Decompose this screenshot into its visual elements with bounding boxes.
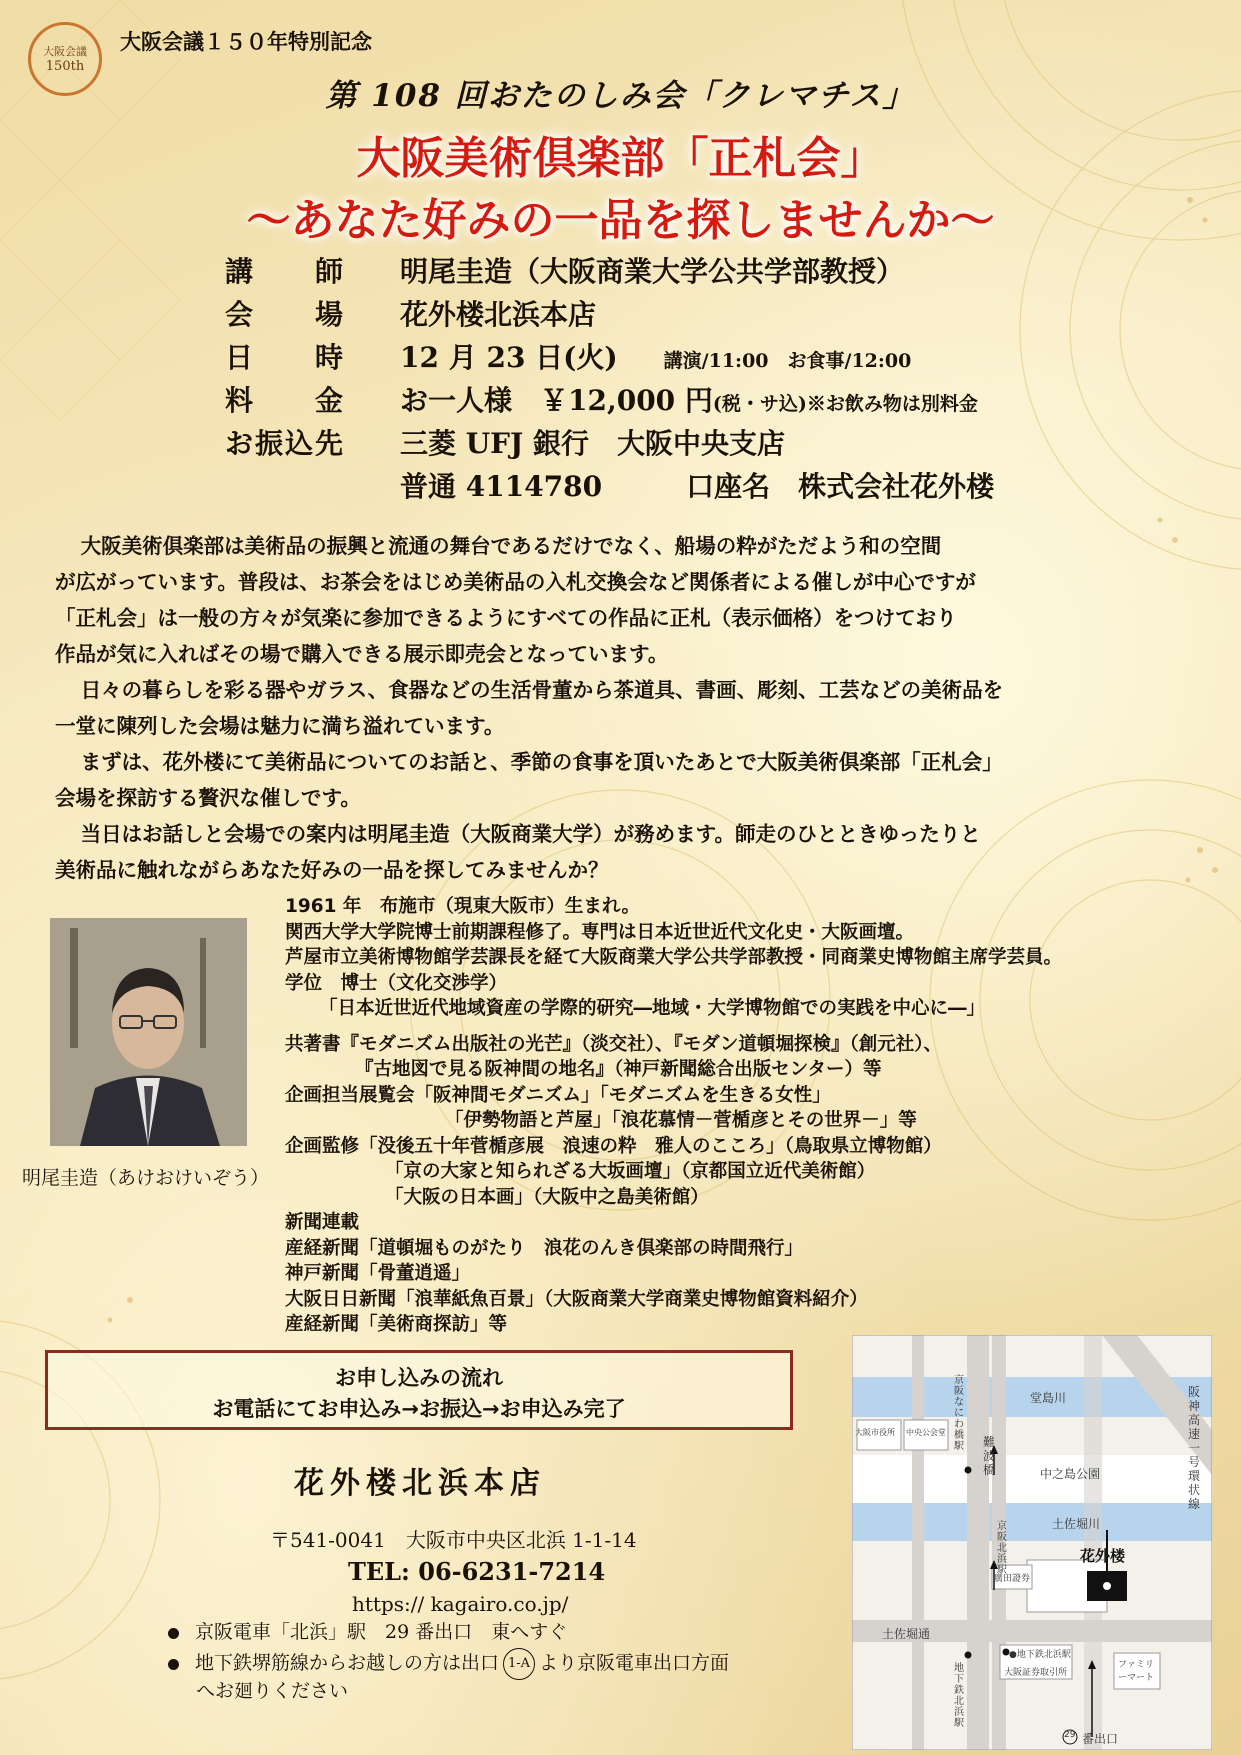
map-label-metro-station: ●地下鉄北浜駅 [1009,1650,1071,1660]
access-text: 地下鉄堺筋線からお越しの方は出口 [195,1652,500,1674]
venue-name: 花外楼北浜本店 [294,1466,546,1501]
info-value: 普通 4114780 口座名 株式会社花外楼 [400,470,995,503]
info-label: 料 金 [225,384,346,417]
body-line: まずは、花外楼にて美術品についてのお話と、季節の食事を頂いたあとで大阪美術倶楽部「正札会」 [80,750,1003,774]
spacer [285,1022,1062,1032]
access-text: より京阪電車出口方面 [539,1652,730,1674]
body-line: 日々の暮らしを彩る器やガラス、食器などの生活骨董から茶道具、書画、彫刻、工芸などの美術品を [80,678,1004,702]
info-value [400,379,978,419]
profile-line: 企画監修「没後五十年菅楯彦展 浪速の粋 雅人のこころ」（鳥取県立博物館） [285,1135,942,1157]
body-line: 作品が気に入ればその場で購入できる展示即売会となっています。 [55,642,669,666]
profile-line: 大阪日日新聞「浪華紙魚百景」（大阪商業大学商業史博物館資料紹介） [285,1288,868,1310]
profile-line: 産経新聞「美術商探訪」等 [285,1314,508,1335]
access-keihan [168,1617,567,1644]
info-label: 会 場 [225,298,346,331]
access-subway-cont: へお廻りください [196,1680,349,1702]
info-value [400,336,911,376]
fee-text: お一人様 ￥12,000 円 [400,384,713,417]
map-label-tosabori-river: 土佐堀川 [1052,1517,1101,1531]
map-label-hanshin-expressway: 阪神高速一号環状線 [1187,1385,1200,1511]
profile-line: 「伊勢物語と芦屋」「浪花慕情－菅楯彦とその世界－」等 [445,1110,917,1131]
map-label-tosabori-street: 土佐堀通 [882,1627,931,1641]
anniversary-label: 大阪会議１５０年特別記念 [120,30,372,54]
info-label: お振込先 [225,427,346,460]
main-title: 大阪美術倶楽部「正札会」 [356,133,885,184]
map-label-exit: 番出口 [1082,1732,1119,1746]
lecturer-photo [50,918,247,1146]
body-line: 一堂に陳列した会場は魅力に満ち溢れています。 [55,714,505,738]
event-series-title: 第 108 回おたのしみ会「クレマチス」 [325,78,916,114]
map-label-exit-num: 29 [1064,1730,1076,1740]
map-label-central-hall: 中央公会堂 [906,1428,946,1437]
event-description [55,528,1200,888]
info-value: 明尾圭造（大阪商業大学公共学部教授） [400,255,905,288]
map-label-familymart: ファミリーマート [1118,1660,1155,1683]
bullet-icon [168,1659,179,1670]
profile-line: 芦屋市立美術博物館学芸課長を経て大阪商業大学公共学部教授・同商業史博物館主席学芸員。 [285,947,1063,968]
body-line: が広がっています。普段は、お茶会をはじめ美術品の入札交換会など関係者による催しが中心ですが [55,570,976,594]
bullet-icon [168,1628,179,1639]
map-label-metro-kitahama: 地下鉄北浜駅 [954,1663,964,1729]
profile-line: 企画担当展覧会「阪神間モダニズム」「モダニズムを生きる女性」 [285,1084,831,1106]
map-label-kagairo: 花外楼 [1080,1547,1126,1565]
map-label-keihan-kitahama: 京阪北浜駅 [997,1521,1007,1576]
map-label-dojima: 堂島川 [1030,1391,1067,1405]
profile-line: 産経新聞「道頓堀ものがたり 浪花のんき倶楽部の時間飛行」 [285,1237,804,1259]
body-line: 当日はお話しと会場での案内は明尾圭造（大阪商業大学）が務めます。師走のひとときゆったりと [80,822,981,846]
profile-line: 『古地図で見る阪神間の地名』（神戸新聞総合出版センター）等 [355,1059,882,1080]
profile-line: 関西大学大学院博士前期課程修了。専門は日本近世近代文化史・大阪画壇。 [285,921,915,943]
info-value: 花外楼北浜本店 [400,298,597,331]
venue-url[interactable]: https:// kagairo.co.jp/ [352,1592,569,1616]
main-subtitle: ～あなた好みの一品を探しませんか～ [246,195,995,246]
profile-line: 新聞連載 [285,1212,360,1233]
map-label-city-hall: 大阪市役所 [855,1428,895,1437]
application-flow-box [45,1350,793,1430]
photo-caption: 明尾圭造（あけおけいぞう） [22,1167,270,1189]
map-label-hiroda: 廣田證券 [994,1574,1031,1584]
body-line: 美術品に触れながらあなた好みの一品を探してみませんか？ [55,858,609,882]
map-label-naniwabashi-station: 京阪なにわ橋駅 [954,1375,964,1452]
map-label-nakanoshima: 中之島公園 [1040,1467,1101,1481]
fee-note: (税・サ込)※お飲み物は別料金 [712,393,978,415]
info-value: 三菱 UFJ 銀行 大阪中央支店 [400,427,786,460]
time-text: 講演/11:00 お食事/12:00 [663,350,912,372]
exit-badge-icon: 1-A [503,1648,535,1680]
logo-text-top: 大阪会議 [43,45,87,58]
apply-heading: お申し込みの流れ [335,1366,503,1390]
body-line: 「正札会」は一般の方々が気楽に参加できるようにすべての作品に正札（表示価格）をつけており [55,606,957,630]
info-label: 講 師 [225,255,346,288]
body-line: 大阪美術倶楽部は美術品の振興と流通の舞台であるだけでなく、船場の粋がただよう和の空間 [80,534,942,558]
profile-line: 「京の大家と知られざる大坂画壇」（京都国立近代美術館） [385,1161,876,1182]
map-label-exchange: 大阪証券取引所 [1004,1668,1068,1678]
profile-line: 神戸新聞「骨董逍遥」 [285,1263,471,1284]
logo-text-bottom: 150th [45,59,85,74]
profile-line: 「大阪の日本画」（大阪中之島美術館） [385,1186,709,1208]
lecturer-profile [285,894,1062,1338]
profile-line: 学位 博士（文化交渉学） [285,972,508,994]
venue-address: 〒541-0041 大阪市中央区北浜 1-1-14 [270,1528,637,1552]
access-text: 京阪電車「北浜」駅 29 番出口 東へすぐ [195,1621,568,1643]
map-label-naniwa-bridge: 難波橋 [982,1435,995,1477]
portrait-illustration [50,918,247,1146]
apply-steps: お電話にてお申込み→お振込→お申込み完了 [212,1397,626,1421]
venue-phone[interactable]: TEL: 06-6231-7214 [348,1557,606,1586]
info-label: 日 時 [225,341,346,374]
profile-line: 1961 年 布施市（現東大阪市）生まれ。 [285,896,641,917]
body-line: 会場を探訪する贅沢な催しです。 [55,786,361,810]
access-map [852,1335,1212,1750]
date-text: 12 月 23 日(火) [400,341,618,374]
profile-line: 「日本近世近代地域資産の学際的研究―地域・大学博物館での実践を中心に―」 [319,998,986,1019]
profile-line: 共著書『モダニズム出版社の光芒』（淡交社）、『モダン道頓堀探検』（創元社）、 [285,1033,942,1055]
